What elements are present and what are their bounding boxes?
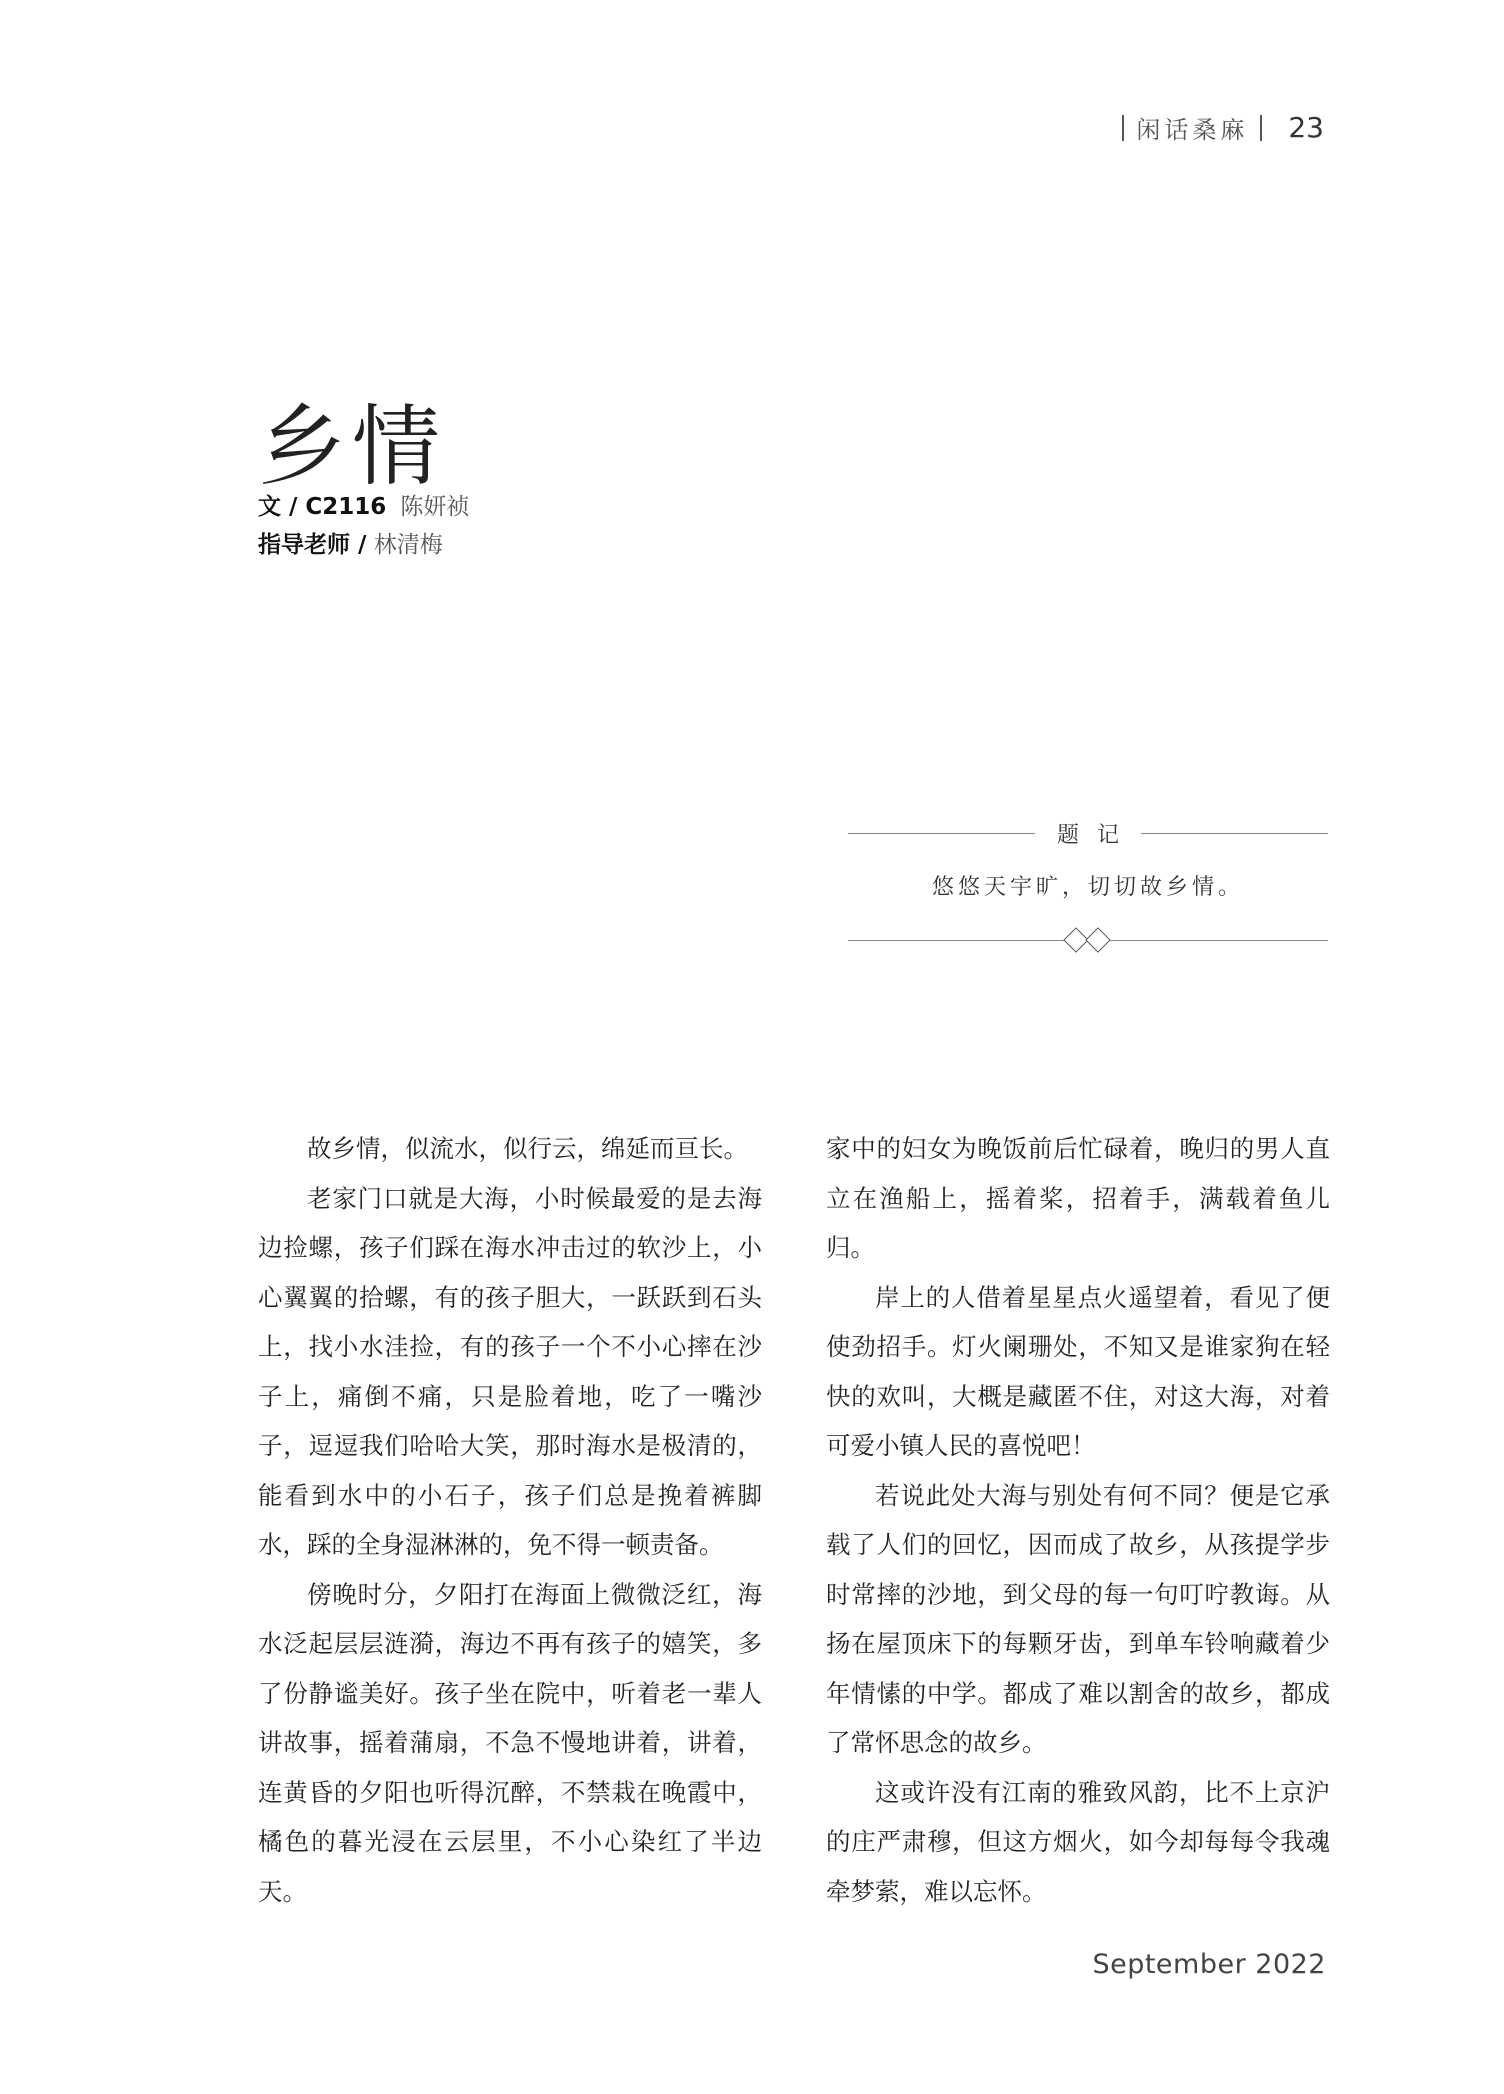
paragraph: 岸上的人借着星星点火遥望着，看见了便使劲招手。灯火阑珊处，不知又是谁家狗在轻快的欢叫，大概是藏匿不住，对这大海，对着可爱小镇人民的喜悦吧！ bbox=[826, 1282, 1330, 1460]
header-divider-left bbox=[1122, 115, 1124, 141]
header-divider-right bbox=[1260, 115, 1262, 141]
epigraph-box bbox=[848, 808, 1328, 958]
issue-date: September 2022 bbox=[1092, 1949, 1326, 1980]
paragraph: 若说此处大海与别处有何不同？便是它承载了人们的回忆，因而成了故乡，从孩提学步时常摔的沙地，到父母的每一句叮咛教诲。从扬在屋顶床下的每颗牙齿，到单车铃响藏着少年情愫的中学。都成了难以割舍的故乡，都成了常怀思念的故乡。 bbox=[826, 1480, 1330, 1757]
byline bbox=[258, 488, 469, 564]
running-header bbox=[1122, 110, 1324, 145]
author-line bbox=[258, 488, 469, 526]
epigraph-rule-left bbox=[848, 833, 1035, 834]
author-name: 陈妍祯 bbox=[400, 494, 470, 520]
epigraph-text: 悠悠天宇旷，切切故乡情。 bbox=[931, 875, 1244, 900]
paragraph: 故乡情，似流水，似行云，绵延而亘长。 bbox=[307, 1134, 748, 1163]
epigraph-title: 题记 bbox=[1057, 823, 1138, 848]
author-label: 文 / C2116 bbox=[258, 494, 387, 520]
page-number: 23 bbox=[1288, 111, 1324, 144]
epigraph-footer-rule-right bbox=[1110, 940, 1328, 941]
paragraph: 老家门口就是大海，小时候最爱的是去海边捡螺，孩子们踩在海水冲击过的软沙上，小心翼翼的拾螺，有的孩子胆大，一跃跃到石头上，找小水洼捡，有的孩子一个不小心摔在沙子上，痛倒不痛，只是脸着地，吃了一嘴沙子，逗逗我们哈哈大笑，那时海水是极清的，能看到水中的小石子，孩子们总是挽着裤脚水，踩的全身湿淋淋的，免不得一顿责备。 bbox=[258, 1183, 762, 1559]
section-name: 闲话桑麻 bbox=[1136, 116, 1249, 144]
paragraph: 傍晚时分，夕阳打在海面上微微泛红，海水泛起层层涟漪，海边不再有孩子的嬉笑，多了份静谧美好。孩子坐在院中，听着老一辈人讲故事，摇着蒲扇，不急不慢地讲着，讲着，连黄昏的夕阳也听得沉醉，不禁栽在晚霞中，橘色的暮光浸在云层里，不小心染红了半边天。 bbox=[258, 1579, 762, 1906]
epigraph-footer-rule-left bbox=[848, 940, 1066, 941]
diamond-ornament-right-icon bbox=[1085, 927, 1110, 952]
epigraph-header bbox=[848, 818, 1328, 849]
teacher-name: 林清梅 bbox=[373, 532, 443, 558]
article-title: 乡情 bbox=[258, 394, 447, 498]
epigraph-footer-ornament bbox=[848, 926, 1328, 956]
right-column bbox=[826, 1124, 1330, 1916]
paragraph: 这或许没有江南的雅致风韵，比不上京沪的庄严肃穆，但这方烟火，如今却每每令我魂牵梦萦，难以忘怀。 bbox=[826, 1777, 1330, 1906]
teacher-label: 指导老师 / bbox=[258, 532, 367, 558]
paragraph-continuation: 家中的妇女为晚饭前后忙碌着，晚归的男人直立在渔船上，摇着桨，招着手，满载着鱼儿归。 bbox=[826, 1134, 1330, 1262]
left-column bbox=[258, 1124, 762, 1916]
epigraph-rule-right bbox=[1141, 833, 1328, 834]
teacher-line bbox=[258, 526, 469, 564]
